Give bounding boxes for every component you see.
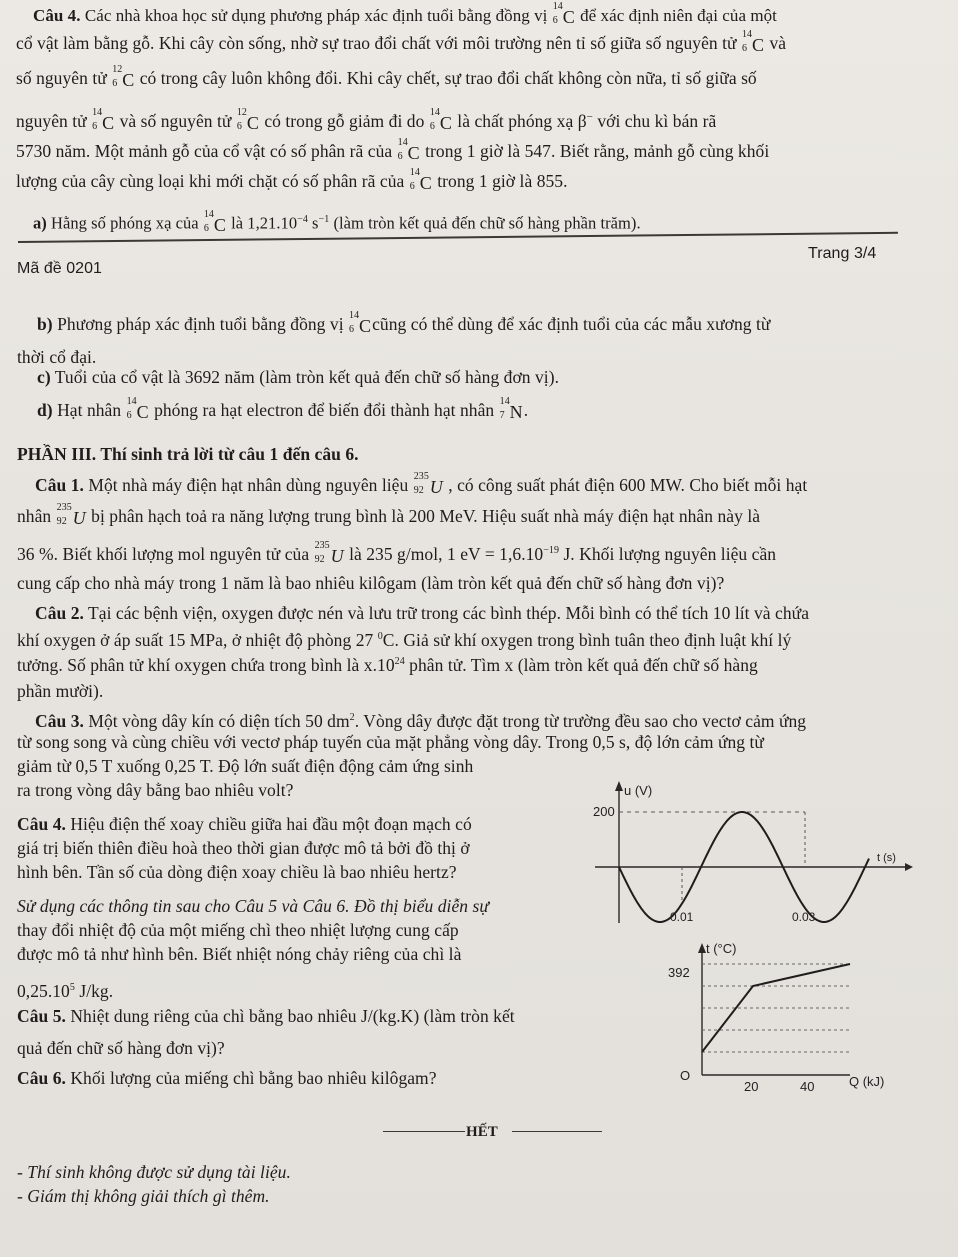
q4-b-line-1: b) Phương pháp xác định tuổi bằng đồng vị 14 6 Ccũng có thể dùng để xác định tuổi của các mẫu xương từ	[37, 310, 771, 336]
voltage-graph-ymax: 200	[593, 804, 615, 819]
p3-q6: Câu 6. Khối lượng của miếng chì bằng bao nhiêu kilôgam?	[17, 1068, 437, 1088]
q4-line-1: Câu 4. Các nhà khoa học sử dụng phương pháp xác định tuổi bằng đồng vị 14 6 C để xác định niên đại của một	[33, 1, 777, 27]
p3-q2-line-2: khí oxygen ở áp suất 15 MPa, ở nhiệt độ phòng 27 $^0$C. Giả sử khí oxygen trong bình tuân theo định luật khí lý	[17, 629, 792, 650]
voltage-graph-t2: 0.03	[792, 910, 816, 924]
q4-line-6: lượng của cây cùng loại khi mới chặt có số phân rã của 14 6 C trong 1 giờ là 855.	[16, 167, 568, 193]
exam-code: Mã đề 0201	[17, 260, 103, 277]
voltage-graph	[590, 775, 920, 930]
voltage-graph-t1: 0.01	[670, 910, 694, 924]
p3-intro56-line-2: thay đổi nhiệt độ của một miếng chì theo nhiệt lượng cung cấp	[17, 920, 459, 940]
temperature-graph	[665, 935, 910, 1095]
temperature-graph-x2: 40	[800, 1079, 815, 1094]
p3-intro56-line-4: 0,25.10$^5$ J/kg.	[17, 980, 114, 1001]
q4-line-3: số nguyên tử 12 6 C có trong cây luôn không đổi. Khi cây chết, sự trao đổi chất không còn nữa, tỉ số giữa số	[16, 64, 757, 90]
p3-q2-line-4: phần mười).	[17, 681, 104, 701]
p3-q5-line-2: quả đến chữ số hàng đơn vị)?	[17, 1038, 225, 1058]
note-2: - Giám thị không giải thích gì thêm.	[17, 1186, 270, 1206]
p3-intro56-line-3: được mô tả như hình bên. Biết nhiệt nóng chảy riêng của chì là	[17, 944, 462, 964]
p3-q2-line-1: Câu 2. Tại các bệnh viện, oxygen được nén và lưu trữ trong các bình thép. Mỗi bình có thể tích 10 lít và chứa	[35, 603, 810, 623]
q4-line-4: nguyên tử 14 6 C và số nguyên tử 12 6 C có trong gỗ giảm đi do 14 6 C là chất phóng xạ β− với chu kì bán rã	[16, 106, 717, 133]
q4-line-2: cổ vật làm bằng gỗ. Khi cây còn sống, nhờ sự trao đổi chất với môi trường nên tỉ số giữa số nguyên tử 14 6 C và	[16, 29, 787, 55]
p3-q3-line-4: ra trong vòng dây bằng bao nhiêu volt?	[17, 780, 294, 800]
p3-q4-line-3: hình bên. Tần số của dòng điện xoay chiều là bao nhiêu hertz?	[17, 862, 457, 882]
p3-q3-line-1: Câu 3. Một vòng dây kín có diện tích 50 $dm^2$. Vòng dây được đặt trong từ trường đều sao cho vectơ cảm ứng	[35, 710, 807, 731]
voltage-graph-xlabel: t (s)	[877, 852, 896, 864]
temperature-graph-grid	[702, 964, 850, 1052]
q4-line-5: 5730 năm. Một mảnh gỗ của cổ vật có số phân rã của 14 6 C trong 1 giờ là 547. Biết rằng, mảnh gỗ cùng khối	[16, 137, 770, 163]
temperature-graph-t-arrow	[698, 943, 706, 953]
p3-q4-line-2: giá trị biến thiên điều hoà theo thời gian được mô tả bởi đồ thị ở	[17, 838, 470, 858]
q4-c: c) Tuổi của cổ vật là 3692 năm (làm tròn kết quả đến chữ số hàng đơn vị).	[37, 367, 560, 387]
p3-intro56-line-1: Sử dụng các thông tin sau cho Câu 5 và Câu 6. Đồ thị biểu diễn sự	[17, 896, 489, 916]
part3-heading: PHẦN III. Thí sinh trả lời từ câu 1 đến câu 6.	[17, 444, 359, 464]
temperature-graph-xlabel: Q (kJ)	[849, 1074, 885, 1089]
end-mark: HẾT	[466, 1124, 498, 1140]
temperature-graph-ytick: 392	[668, 965, 690, 980]
p3-q2-line-3: tưởng. Số phân tử khí oxygen chứa trong bình là $x.10^{24}$ phân tử. Tìm x (làm tròn kết quả đến chữ số hàng	[17, 654, 758, 675]
p3-q3-line-3: giảm từ 0,5 T xuống 0,25 T. Độ lớn suất điện động cảm ứng sinh	[17, 756, 474, 776]
p3-q1-line-3: 36 %. Biết khối lượng mol nguyên tử của 235 92 U là 235 g/mol, 1 eV = $1,6.10^{-19}$ J. Khối lượng nguyên liệu cần	[17, 539, 777, 566]
p3-q3-line-2: từ song song và cùng chiều với vectơ pháp tuyến của mặt phẳng vòng dây. Trong 0,5 s, độ lớn cảm ứng từ	[17, 732, 764, 752]
temperature-graph-ylabel: t (°C)	[706, 941, 737, 956]
q4-b-line-2: thời cổ đại.	[17, 347, 97, 367]
p3-q5-line-1: Câu 5. Nhiệt dung riêng của chì bằng bao nhiêu J/(kg.K) (làm tròn kết	[17, 1006, 515, 1026]
voltage-graph-ylabel: u (V)	[624, 783, 653, 798]
temperature-graph-x1: 20	[744, 1079, 759, 1094]
voltage-graph-u-arrow	[615, 781, 623, 791]
p3-q1-line-2: nhân 235 92 U bị phân hạch toả ra năng lượng trung bình là 200 MeV. Hiệu suất nhà máy điện hạt nhân này là	[17, 502, 761, 528]
p3-q1-line-4: cung cấp cho nhà máy trong 1 năm là bao nhiêu kilôgam (làm tròn kết quả đến chữ số hàng đơn vị)?	[17, 573, 725, 593]
page-number: Trang 3/4	[808, 245, 877, 262]
p3-q4-line-1: Câu 4. Hiệu điện thế xoay chiều giữa hai đầu một đoạn mạch có	[17, 814, 472, 834]
note-1: - Thí sinh không được sử dụng tài liệu.	[17, 1162, 291, 1182]
q4-d: d) Hạt nhân 14 6 C phóng ra hạt electron để biến đổi thành hạt nhân 14 7 N.	[37, 396, 529, 422]
temperature-graph-origin: O	[680, 1068, 691, 1083]
p3-q1-line-1: Câu 1. Một nhà máy điện hạt nhân dùng nguyên liệu 235 92 U , có công suất phát điện 600 MW. Cho biết mỗi hạt	[35, 471, 808, 497]
end-rule-left	[383, 1131, 465, 1132]
q4-a: a) Hằng số phóng xạ của 14 6 C là $1,21.10^{-4}$ $s^{-1}$ (làm tròn kết quả đến chữ số hàng phần trăm).	[33, 208, 641, 235]
end-rule-right	[512, 1131, 602, 1132]
voltage-graph-time-arrow	[905, 863, 913, 871]
